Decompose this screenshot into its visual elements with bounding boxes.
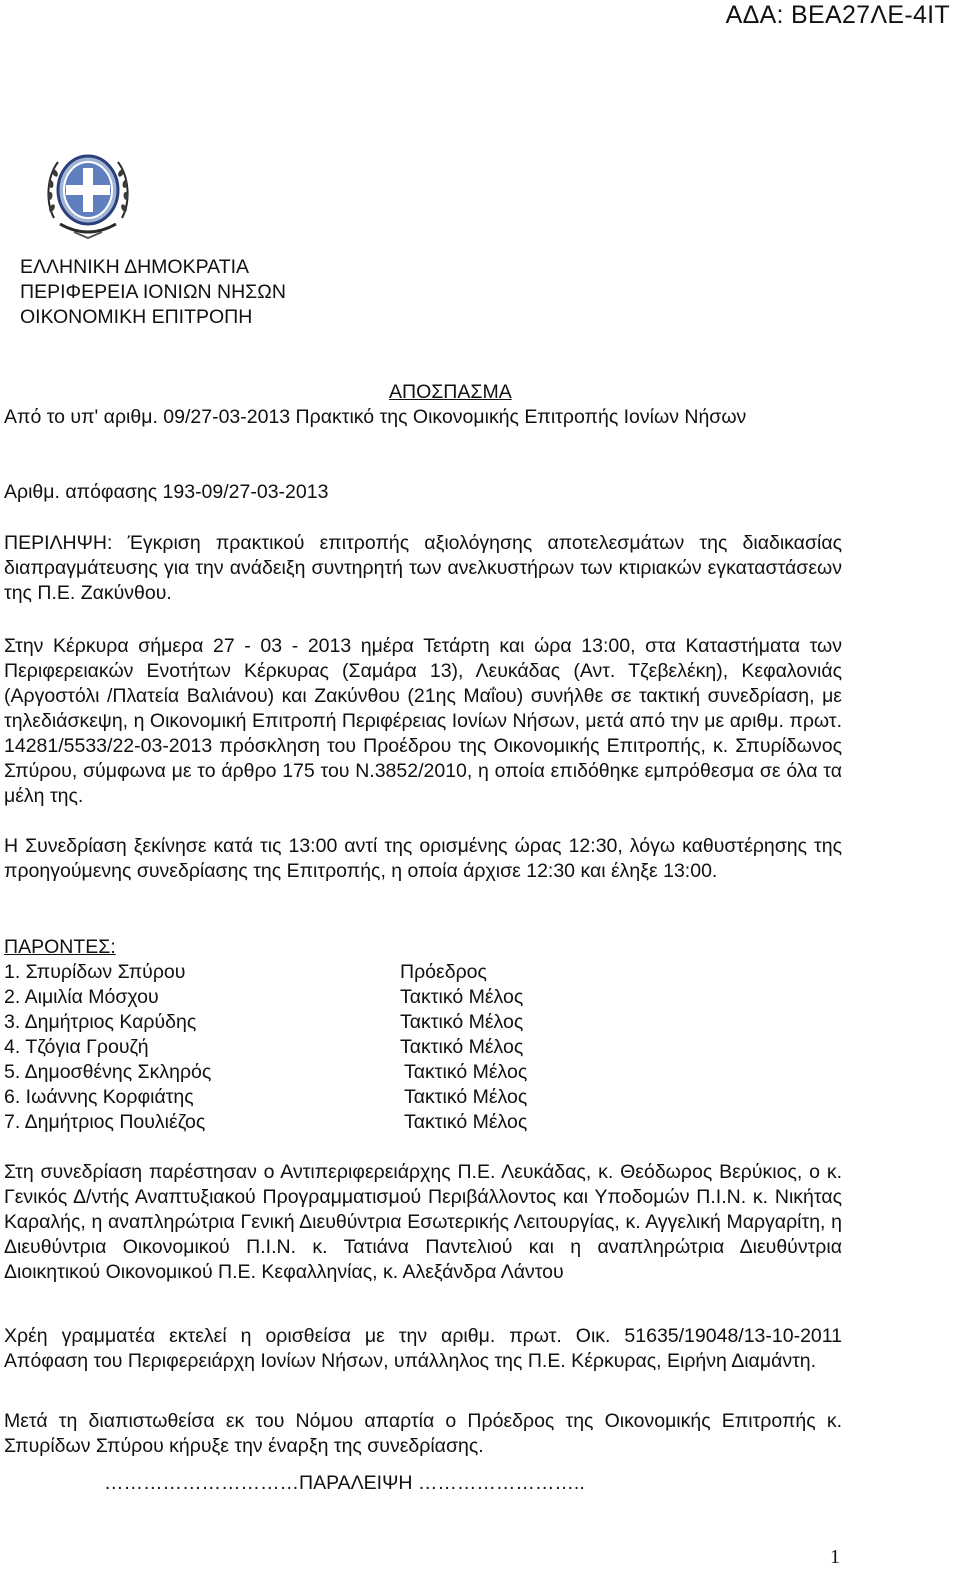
excerpt-title: ΑΠΟΣΠΑΣΜΑ — [389, 381, 512, 403]
present-heading: ΠΑΡΟΝΤΕΣ: — [4, 936, 116, 958]
present-name: 6. Ιωάννης Κορφιάτης — [4, 1086, 194, 1108]
paragraph-start-time: Η Συνεδρίαση ξεκίνησε κατά τις 13:00 αντί της ορισμένης ώρας 12:30, λόγω καθυστέρησης της προηγούμενης συνεδρίασης της Επιτροπής, η οποία άρχισε 12:30 και έληξε 13:00. — [4, 835, 842, 882]
header-region: ΠΕΡΙΦΕΡΕΙΑ ΙΟΝΙΩΝ ΝΗΣΩΝ — [20, 281, 286, 303]
header-country: ΕΛΛΗΝΙΚΗ ΔΗΜΟΚΡΑΤΙΑ — [20, 256, 250, 278]
present-name: 1. Σπυρίδων Σπύρου — [4, 961, 186, 983]
paragraph-quorum: Μετά τη διαπιστωθείσα εκ του Νόμου απαρτία ο Πρόεδρος της Οικονομικής Επιτροπής κ. Σπυρίδων Σπύρου κήρυξε την έναρξη της συνεδρίασης. — [4, 1410, 842, 1457]
present-role: Τακτικό Μέλος — [400, 1036, 524, 1058]
present-name: 5. Δημοσθένης Σκληρός — [4, 1061, 212, 1083]
present-role: Τακτικό Μέλος — [400, 986, 524, 1008]
present-name: 7. Δημήτριος Πουλιέζος — [4, 1111, 206, 1133]
paragraph-secretary: Χρέη γραμματέα εκτελεί η ορισθείσα με την αριθμ. πρωτ. Οικ. 51635/19048/13-10-2011 Απόφαση του Περιφερειάρχη Ιονίων Νήσων, υπάλληλος της Π.Ε. Κέρκυρας, Ειρήνη Διαμάντη. — [4, 1325, 842, 1372]
minutes-reference: Από το υπ' αριθμ. 09/27-03-2013 Πρακτικό της Οικονομικής Επιτροπής Ιονίων Νήσων — [4, 406, 747, 428]
present-name: 4. Τζόγια Γρουζή — [4, 1036, 149, 1058]
paragraph-attendees: Στη συνεδρίαση παρέστησαν ο Αντιπεριφερειάρχης Π.Ε. Λευκάδας, κ. Θεόδωρος Βερύκιος, ο κ. Γενικός Δ/ντής Αναπτυξιακού Προγραμματισμού Περιβάλλοντος και Υποδομών Π.Ι.Ν. κ. Νικήτας Καραλής, η αναπληρώτρια Γενική Διευθύντρια Εσωτερικής Λειτουργίας, κ. Αγγελική Μαργαρίτη, η Διευθύντρια Οικονομικού Π.Ι.Ν. κ. Τατιάνα Παντελιού και η αναπληρώτρια Διευθύντρια Διοικητικού Οικονομικού Π.Ε. Κεφαλληνίας, κ. Αλεξάνδρα Λάντου — [4, 1161, 842, 1283]
decision-number: Αριθμ. απόφασης 193-09/27-03-2013 — [4, 481, 329, 503]
present-name: 3. Δημήτριος Καρύδης — [4, 1011, 197, 1033]
summary: ΠΕΡΙΛΗΨΗ: Έγκριση πρακτικού επιτροπής αξιολόγησης αποτελεσμάτων της διαδικασίας διαπραγμάτευσης για την ανάδειξη συντηρητή των ανελκυστήρων των κτιριακών εγκαταστάσεων της Π.Ε. Ζακύνθου. — [4, 532, 842, 604]
greek-coat-of-arms-icon — [44, 148, 132, 246]
present-name: 2. Αιμιλία Μόσχου — [4, 986, 159, 1008]
present-role: Τακτικό Μέλος — [400, 1011, 524, 1033]
ada-code: ΑΔΑ: ΒΕΑ27ΛΕ-4ΙΤ — [725, 1, 950, 29]
page-number: 1 — [830, 1546, 840, 1568]
omission-line: …………………………ΠΑΡΑΛΕΙΨΗ …………………….. — [104, 1472, 585, 1494]
header-committee: ΟΙΚΟΝΟΜΙΚΗ ΕΠΙΤΡΟΠΗ — [20, 306, 253, 328]
present-role: Τακτικό Μέλος — [404, 1061, 528, 1083]
present-role: Τακτικό Μέλος — [404, 1111, 528, 1133]
present-role: Τακτικό Μέλος — [404, 1086, 528, 1108]
present-role: Πρόεδρος — [400, 961, 487, 983]
paragraph-meeting-details: Στην Κέρκυρα σήμερα 27 - 03 - 2013 ημέρα Τετάρτη και ώρα 13:00, στα Καταστήματα των Περιφερειακών Ενοτήτων Κέρκυρας (Σαμάρα 13), Λευκάδας (Αντ. Τζεβελέκη), Κεφαλονιάς (Αργοστόλι /Πλατεία Βαλιάνου) και Ζακύνθου (21ης Μαΐου) συνήλθε σε τακτική συνεδρίαση, με τηλεδιάσκεψη, η Οικονομική Επιτροπή Περιφέρειας Ιονίων Νήσων, μετά από την με αριθμ. πρωτ. 14281/5533/22-03-2013 πρόσκληση του Προέδρου της Οικονομικής Επιτροπής, κ. Σπυρίδωνος Σπύρου, σύμφωνα με το άρθρο 175 του Ν.3852/2010, η οποία επιδόθηκε εμπρόθεσμα σε όλα τα μέλη της. — [4, 635, 842, 807]
